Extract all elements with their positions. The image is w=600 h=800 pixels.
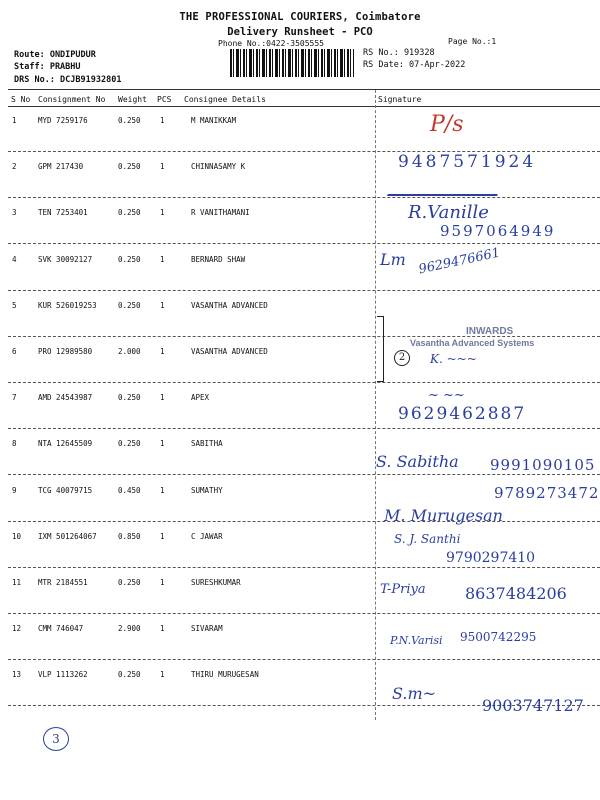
- row-divider: [8, 613, 600, 614]
- cell-consignment: MTR 2184551: [38, 578, 88, 587]
- cell-consignee: THIRU MURUGESAN: [191, 670, 259, 680]
- cell-consignee: SURESHKUMAR: [191, 578, 241, 587]
- row-divider: [8, 567, 600, 568]
- document-subtitle: Delivery Runsheet - PCO: [227, 26, 373, 38]
- cell-sno: 13: [12, 670, 22, 680]
- handwriting-row1: P/s: [430, 112, 464, 137]
- cell-pcs: 1: [160, 254, 165, 264]
- handwriting-row3-name: R.Vanille: [408, 202, 489, 223]
- cell-sno: 7: [12, 393, 17, 403]
- cell-weight: 0.250: [118, 208, 141, 218]
- phone-number: Phone No.:0422-3505555: [218, 39, 324, 48]
- cell-sno: 2: [12, 162, 17, 172]
- cell-weight: 0.250: [118, 300, 141, 310]
- col-consignee: Consignee Details: [184, 95, 266, 104]
- signature-scribble-row13: S.m~: [392, 684, 437, 703]
- cell-consignee: BERNARD SHAW: [191, 254, 246, 264]
- cell-weight: 2.000: [118, 347, 141, 356]
- bracket-rows-5-6: [377, 316, 384, 382]
- cell-weight: 0.850: [118, 531, 141, 541]
- table-header-rule: [8, 106, 600, 107]
- cell-sno: 10: [12, 531, 22, 541]
- cell-weight: 2.900: [118, 624, 141, 634]
- cell-weight: 0.250: [118, 439, 141, 449]
- cell-sno: 11: [12, 578, 22, 587]
- cell-consignment: SVK 30092127: [38, 254, 93, 264]
- staff: Staff: PRABHU: [14, 62, 81, 72]
- cell-consignment: PRO 12989580: [38, 347, 93, 356]
- cell-consignee: APEX: [191, 393, 210, 403]
- handwriting-row2-phone: 9487571924: [398, 152, 537, 172]
- route: Route: ONDIPUDUR: [14, 50, 96, 60]
- cell-pcs: 1: [160, 485, 165, 495]
- cell-pcs: 1: [160, 162, 165, 172]
- signature-column-divider: [375, 90, 376, 720]
- cell-weight: 0.250: [118, 254, 141, 264]
- cell-consignment: VLP 1113262: [38, 670, 88, 680]
- cell-consignee: SABITHA: [191, 439, 223, 449]
- handwriting-row10-name: S. J. Santhi: [394, 532, 461, 546]
- row-divider: [8, 243, 600, 244]
- cell-weight: 0.250: [118, 116, 141, 125]
- cell-pcs: 1: [160, 670, 165, 680]
- signature-scribble-row7: ~ ~~: [428, 388, 465, 403]
- handwriting-row12-phone: 9500742295: [460, 630, 537, 644]
- cell-consignee: M MANIKKAM: [191, 116, 237, 125]
- stamp-company: Vasantha Advanced Systems: [410, 338, 535, 348]
- cell-pcs: 1: [160, 116, 165, 125]
- row-divider: [8, 428, 600, 429]
- handwriting-row3-phone: 9597064949: [440, 222, 556, 240]
- handwriting-row8-name: S. Sabitha: [376, 452, 459, 471]
- col-pcs: PCS: [157, 95, 172, 104]
- stamp-inwards: INWARDS: [466, 326, 514, 337]
- handwriting-row8-phone: 9991090105: [490, 456, 596, 474]
- cell-consignee: SIVARAM: [191, 624, 223, 634]
- handwriting-row4-phone: 9629476661: [417, 245, 502, 278]
- cell-weight: 0.450: [118, 485, 141, 495]
- handwriting-row12-name: P.N.Varisi: [390, 634, 443, 647]
- drs-number: DRS No.: DCJB91932801: [14, 75, 122, 85]
- cell-sno: 6: [12, 347, 17, 356]
- cell-weight: 0.250: [118, 578, 141, 587]
- cell-consignee: R VANITHAMANI: [191, 208, 250, 218]
- circled-page-count: 3: [43, 727, 69, 751]
- cell-consignment: KUR 526019253: [38, 300, 97, 310]
- company-title: THE PROFESSIONAL COURIERS, Coimbatore: [179, 11, 421, 23]
- cell-consignment: TEN 7253401: [38, 208, 88, 218]
- col-consignment: Consignment No: [38, 95, 106, 104]
- barcode: [230, 49, 354, 77]
- row-divider: [8, 474, 600, 475]
- cell-consignee: VASANTHA ADVANCED: [191, 300, 268, 310]
- cell-pcs: 1: [160, 393, 165, 403]
- col-weight: Weight: [118, 95, 147, 104]
- handwriting-row4-sign: Lm: [380, 250, 406, 269]
- row-divider: [8, 659, 600, 660]
- cell-consignment: AMD 24543987: [38, 393, 93, 403]
- cell-sno: 1: [12, 116, 17, 125]
- cell-sno: 3: [12, 208, 17, 218]
- handwriting-row9-phone: 9789273472: [494, 484, 600, 502]
- cell-weight: 0.250: [118, 393, 141, 403]
- row-divider: [8, 197, 600, 198]
- handwriting-row9-name: M. Murugesan: [384, 506, 503, 525]
- cell-pcs: 1: [160, 578, 165, 587]
- cell-consignee: VASANTHA ADVANCED: [191, 347, 268, 356]
- cell-sno: 8: [12, 439, 17, 449]
- signature-scribble-row2: [387, 180, 503, 196]
- cell-sno: 9: [12, 485, 17, 495]
- cell-consignee: SUMATHY: [191, 485, 223, 495]
- cell-sno: 5: [12, 300, 17, 310]
- handwriting-row7-phone: 9629462887: [398, 404, 527, 424]
- col-sno: S No: [11, 95, 31, 104]
- circled-number-6: 2: [394, 350, 410, 366]
- cell-sno: 12: [12, 624, 22, 634]
- signature-scribble-row6: K. ~~~: [430, 352, 477, 366]
- cell-pcs: 1: [160, 624, 165, 634]
- handwriting-row10-phone: 9790297410: [446, 550, 536, 566]
- row-divider: [8, 382, 600, 383]
- row-divider: [8, 521, 600, 522]
- handwriting-row11-name: T-Priya: [380, 582, 426, 597]
- cell-pcs: 1: [160, 208, 165, 218]
- cell-pcs: 1: [160, 347, 165, 356]
- cell-pcs: 1: [160, 300, 165, 310]
- cell-consignment: MYD 7259176: [38, 116, 88, 125]
- col-signature: Signature: [378, 95, 422, 104]
- cell-pcs: 1: [160, 439, 165, 449]
- cell-pcs: 1: [160, 531, 165, 541]
- cell-consignment: IXM 501264067: [38, 531, 97, 541]
- handwriting-row13-phone: 9003747127: [482, 696, 584, 715]
- rs-date: RS Date: 07-Apr-2022: [363, 60, 466, 70]
- cell-consignee: CHINNASAMY K: [191, 162, 246, 172]
- cell-consignment: TCG 40079715: [38, 485, 93, 495]
- cell-weight: 0.250: [118, 670, 141, 680]
- rs-number: RS No.: 919328: [363, 48, 435, 58]
- cell-consignee: C JAWAR: [191, 531, 223, 541]
- cell-consignment: CMM 746047: [38, 624, 84, 634]
- page-number: Page No.:1: [448, 37, 497, 46]
- table-top-rule: [8, 89, 600, 90]
- cell-weight: 0.250: [118, 162, 141, 172]
- cell-consignment: GPM 217430: [38, 162, 84, 172]
- cell-consignment: NTA 12645509: [38, 439, 93, 449]
- handwriting-row11-phone: 8637484206: [465, 584, 567, 603]
- row-divider: [8, 290, 600, 291]
- cell-sno: 4: [12, 254, 17, 264]
